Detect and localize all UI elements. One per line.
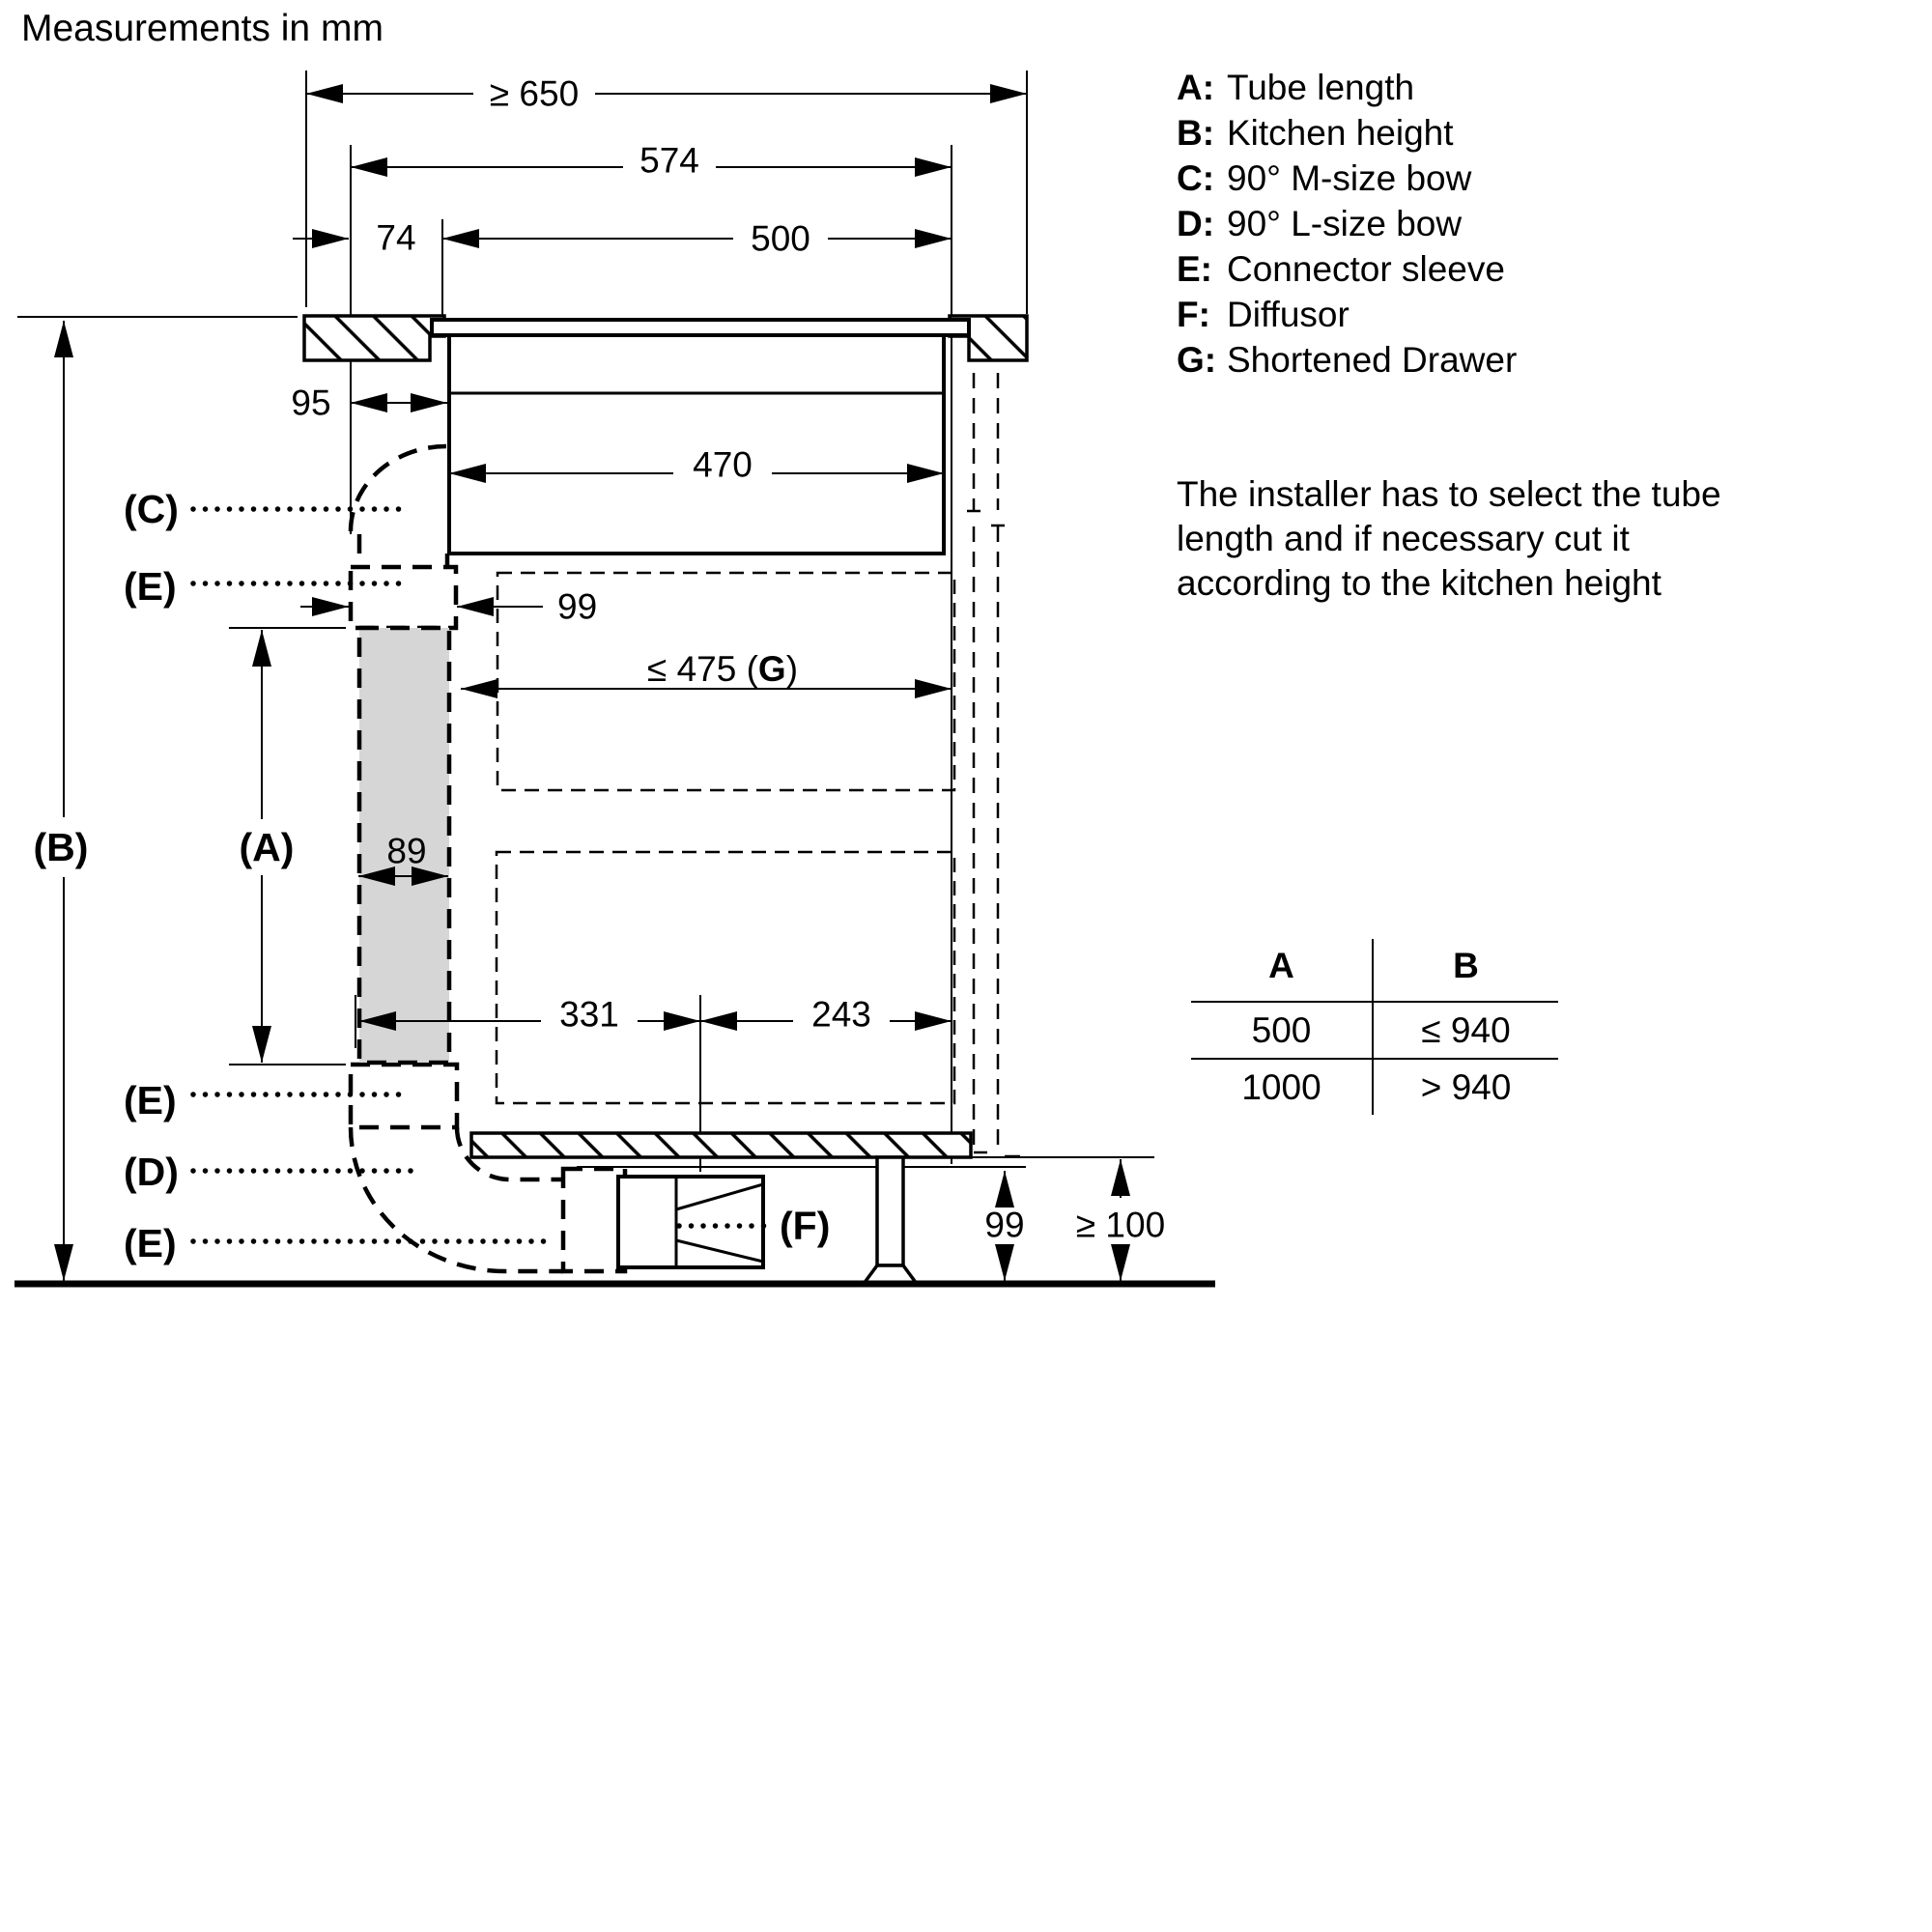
page-title: Measurements in mm — [21, 8, 384, 49]
legend-key: B: — [1177, 113, 1215, 153]
legend-desc: Connector sleeve — [1227, 249, 1505, 289]
legend-desc: Diffusor — [1227, 295, 1350, 334]
connector-sleeve-upper — [351, 567, 456, 628]
lower-drawer-outline — [497, 852, 954, 1103]
dim-95: 95 — [291, 383, 331, 423]
legend-key: C: — [1177, 158, 1215, 198]
dim-331: 331 — [559, 994, 619, 1035]
hob-flange — [432, 320, 969, 335]
legend-desc: 90° M-size bow — [1227, 158, 1472, 198]
note-line: length and if necessary cut it — [1177, 519, 1630, 558]
table-cell: > 940 — [1372, 1060, 1558, 1115]
dim-99-bottom: 99 — [984, 1205, 1025, 1245]
dim-475-drawer — [647, 649, 798, 689]
label-tube-length: (A) — [239, 825, 295, 869]
legend-desc: Tube length — [1227, 68, 1415, 107]
label-kitchen-height: (B) — [33, 825, 89, 869]
label-m-bow: (C) — [124, 487, 179, 531]
dim-243: 243 — [811, 994, 871, 1035]
dim-470: 470 — [693, 444, 753, 485]
table-header-b: B — [1372, 939, 1558, 1003]
m-size-bow — [351, 446, 446, 531]
dim-500: 500 — [751, 218, 810, 259]
legend-key: A: — [1177, 68, 1215, 107]
dim-475-g: G — [757, 648, 786, 689]
legend-item-c — [1177, 156, 1517, 201]
label-diffusor: (F) — [780, 1204, 831, 1248]
dimension-drawing — [0, 0, 1256, 1372]
worktop-left — [304, 316, 444, 360]
dim-89: 89 — [386, 831, 427, 871]
dim-74: 74 — [376, 217, 416, 258]
legend-desc: Shortened Drawer — [1227, 340, 1518, 380]
legend-key: F: — [1177, 295, 1210, 334]
table-cell: 1000 — [1241, 1067, 1321, 1107]
cabinet-bottom-shelf — [471, 1133, 971, 1157]
label-sleeve-lower: (E) — [124, 1221, 177, 1265]
label-l-bow: (D) — [124, 1150, 179, 1194]
legend-item-d — [1177, 201, 1517, 246]
legend-item-e — [1177, 246, 1517, 292]
label-sleeve-middle: (E) — [124, 1078, 177, 1122]
dim-574: 574 — [639, 140, 699, 181]
legend-item-b — [1177, 110, 1517, 156]
installer-note — [1177, 472, 1721, 606]
dim-475-suffix: ) — [785, 648, 799, 689]
table-cell: 500 — [1191, 1003, 1372, 1060]
note-line: according to the kitchen height — [1177, 563, 1662, 603]
dim-475-prefix: ≤ 475 ( — [646, 648, 758, 689]
label-sleeve-upper: (E) — [124, 564, 177, 609]
legend-desc: Kitchen height — [1227, 113, 1454, 153]
rear-duct-channel — [967, 373, 1020, 1156]
legend-key: E: — [1177, 249, 1212, 289]
dim-650: ≥ 650 — [489, 73, 580, 114]
legend-key: G: — [1177, 340, 1217, 380]
legend-item-f — [1177, 292, 1517, 337]
note-line: The installer has to select the tube — [1177, 474, 1721, 514]
dim-99-sleeve: 99 — [557, 586, 598, 627]
legend-desc: 90° L-size bow — [1227, 204, 1463, 243]
tube-length-table — [1191, 939, 1558, 1115]
legend — [1177, 65, 1517, 383]
connector-sleeve-lower — [563, 1169, 625, 1271]
legend-item-g — [1177, 337, 1517, 383]
dim-100: ≥ 100 — [1075, 1205, 1166, 1245]
table-header-a: A — [1191, 939, 1372, 1003]
legend-item-a — [1177, 65, 1517, 110]
connector-sleeve-middle — [351, 1065, 457, 1127]
table-cell: ≤ 940 — [1372, 1003, 1558, 1060]
legend-key: D: — [1177, 204, 1215, 243]
cabinet-leg — [877, 1157, 903, 1265]
